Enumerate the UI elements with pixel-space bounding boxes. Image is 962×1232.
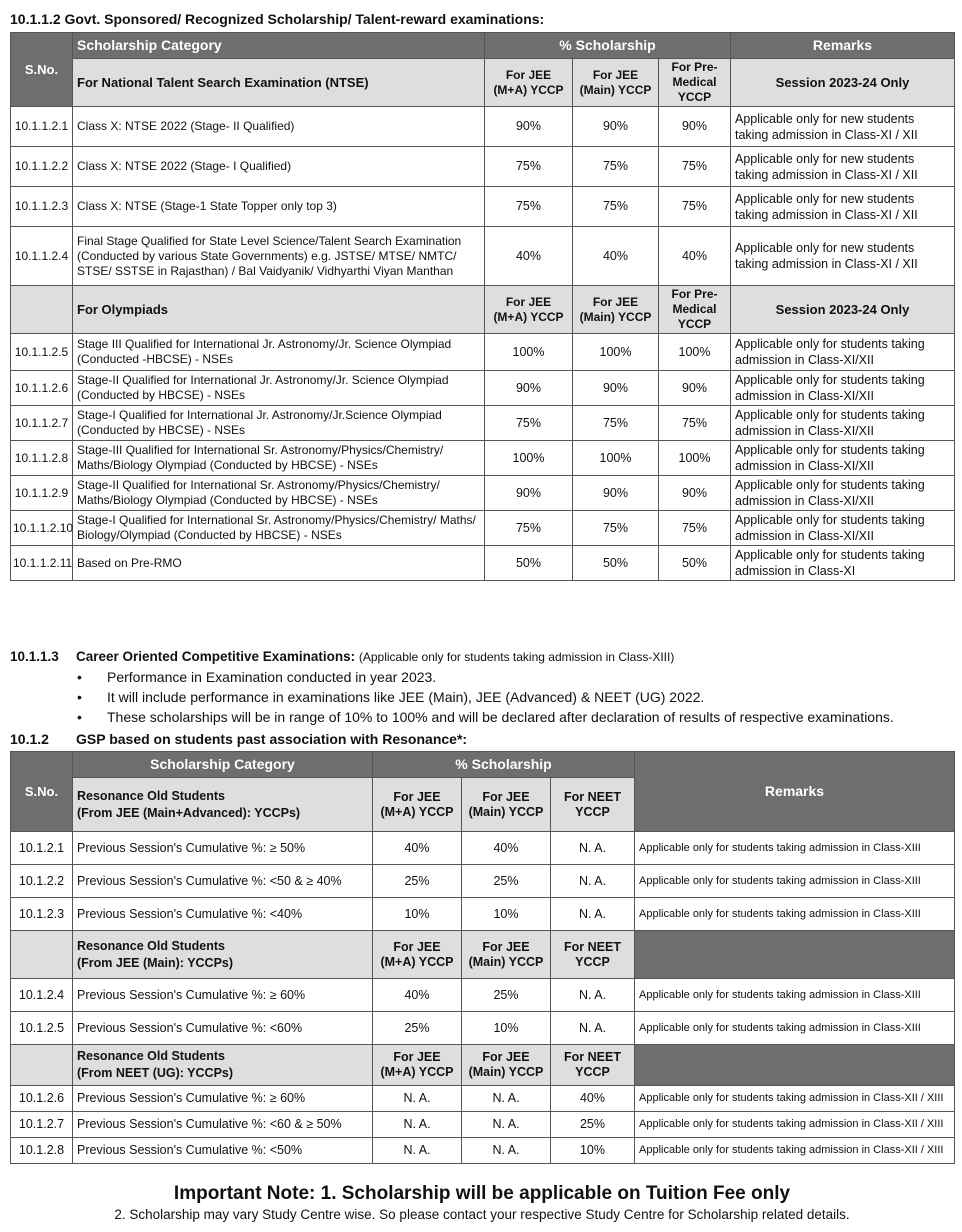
row-value-pre-medical: 40% <box>659 227 731 286</box>
col-jee-ma: For JEE (M+A) YCCP <box>373 931 462 979</box>
group-remark-empty <box>635 1045 955 1086</box>
table-row <box>11 187 955 227</box>
col-jee-main: For JEE (Main) YCCP <box>573 59 659 107</box>
row-value-jee-main: N. A. <box>462 1112 551 1138</box>
row-value-pre-medical: 90% <box>659 107 731 147</box>
row-category: Previous Session's Cumulative %: <60 & ≥ 50% <box>73 1112 373 1138</box>
row-value-jee-main: 75% <box>573 406 659 441</box>
session-label: Session 2023-24 Only <box>731 59 955 107</box>
row-remark: Applicable only for students taking admission in Class-XI/XII <box>731 334 955 371</box>
col-jee-main: For JEE (Main) YCCP <box>462 778 551 832</box>
important-note-2: 2. Scholarship may vary Study Centre wise. So please contact your respective Study Centre for Scholarship related details. <box>114 1207 850 1222</box>
session-label: Session 2023-24 Only <box>731 286 955 334</box>
row-value-pre-medical: 75% <box>659 406 731 441</box>
section-3-number: 10.1.2 <box>10 731 49 747</box>
header-sno: S.No. <box>11 33 73 107</box>
group-label: Resonance Old Students (From JEE (Main+Advanced): YCCPs) <box>73 778 373 832</box>
col-jee-main: For JEE (Main) YCCP <box>573 286 659 334</box>
section-1-title: 10.1.1.2 Govt. Sponsored/ Recognized Scholarship/ Talent-reward examinations: <box>10 11 545 27</box>
col-neet: For NEET YCCP <box>551 931 635 979</box>
row-value-jee-main: 75% <box>573 187 659 227</box>
row-value-jee-ma: 75% <box>485 511 573 546</box>
row-remark: Applicable only for new students taking admission in Class-XI / XII <box>731 187 955 227</box>
bullet-icon: • <box>77 669 82 685</box>
row-value-jee-main: 25% <box>462 979 551 1012</box>
row-sno: 10.1.2.8 <box>11 1138 73 1164</box>
row-value-jee-ma: N. A. <box>373 1112 462 1138</box>
table-row <box>11 979 955 1012</box>
row-value-jee-ma: 90% <box>485 107 573 147</box>
section-3-title: GSP based on students past association with Resonance*: <box>76 731 468 747</box>
table-row <box>11 406 955 441</box>
row-sno: 10.1.1.2.6 <box>11 371 73 406</box>
row-sno: 10.1.1.2.11 <box>11 546 73 581</box>
row-category: Stage-III Qualified for International Sr. Astronomy/Physics/Chemistry/ Maths/Biology Olympiad (Conducted by HBCSE) - NSEs <box>73 441 485 476</box>
row-remark: Applicable only for students taking admission in Class-XII / XIII <box>635 1112 955 1138</box>
row-value-jee-ma: 40% <box>485 227 573 286</box>
gsp-table <box>10 751 955 1164</box>
col-jee-main: For JEE (Main) YCCP <box>462 931 551 979</box>
row-sno: 10.1.1.2.3 <box>11 187 73 227</box>
table-row <box>11 147 955 187</box>
row-value-jee-main: 50% <box>573 546 659 581</box>
col-jee-ma: For JEE (M+A) YCCP <box>485 59 573 107</box>
row-sno: 10.1.2.5 <box>11 1012 73 1045</box>
row-value-jee-main: 40% <box>462 832 551 865</box>
important-note: Important Note: 1. Scholarship will be applicable on Tuition Fee only <box>173 1183 791 1204</box>
row-sno: 10.1.1.2.4 <box>11 227 73 286</box>
col-jee-main: For JEE (Main) YCCP <box>462 1045 551 1086</box>
row-value-pre-medical: 100% <box>659 334 731 371</box>
row-value-pre-medical: 75% <box>659 147 731 187</box>
table-row <box>11 1138 955 1164</box>
row-remark: Applicable only for new students taking admission in Class-XI / XII <box>731 107 955 147</box>
row-category: Class X: NTSE (Stage-1 State Topper only top 3) <box>73 187 485 227</box>
header-remarks: Remarks <box>635 752 955 832</box>
row-value-neet: 10% <box>551 1138 635 1164</box>
row-category: Class X: NTSE 2022 (Stage- II Qualified) <box>73 107 485 147</box>
section-2-title: Career Oriented Competitive Examinations: <box>76 649 356 664</box>
row-sno: 10.1.2.2 <box>11 865 73 898</box>
row-category: Stage-I Qualified for International Sr. Astronomy/Physics/Chemistry/ Maths/ Biology/Olympiad (Conducted by HBCSE) - NSEs <box>73 511 485 546</box>
table-row <box>11 107 955 147</box>
row-value-neet: N. A. <box>551 832 635 865</box>
row-value-jee-ma: 75% <box>485 406 573 441</box>
row-value-pre-medical: 50% <box>659 546 731 581</box>
row-value-jee-main: 90% <box>573 107 659 147</box>
row-sno: 10.1.1.2.5 <box>11 334 73 371</box>
list-item: • These scholarships will be in range of 10% to 100% and will be declared after declaration of results of respective examinations. <box>77 709 894 725</box>
group-label: Resonance Old Students (From NEET (UG): YCCPs) <box>73 1045 373 1086</box>
group-remark-empty <box>635 931 955 979</box>
section-2-note: (Applicable only for students taking admission in Class-XIII) <box>358 650 675 664</box>
bullet-icon: • <box>77 689 82 705</box>
col-jee-ma: For JEE (M+A) YCCP <box>373 778 462 832</box>
row-value-pre-medical: 90% <box>659 476 731 511</box>
row-value-jee-main: 10% <box>462 1012 551 1045</box>
row-sno: 10.1.2.3 <box>11 898 73 931</box>
table-row <box>11 865 955 898</box>
row-value-jee-ma: N. A. <box>373 1086 462 1112</box>
row-category: Class X: NTSE 2022 (Stage- I Qualified) <box>73 147 485 187</box>
header-category: Scholarship Category <box>73 33 485 59</box>
row-value-neet: N. A. <box>551 865 635 898</box>
table-row <box>11 898 955 931</box>
govt-scholarship-table <box>10 32 955 581</box>
table-row <box>11 227 955 286</box>
row-value-jee-ma: 40% <box>373 979 462 1012</box>
row-category: Final Stage Qualified for State Level Science/Talent Search Examination (Conducted by various State Governments) e.g. JSTSE/ MTSE/ NMTC/ STSE/ SSTSE in Rajasthan) / Bal Vaidyanik/ Vidhyarthi Viyan Manthan <box>73 227 485 286</box>
row-value-neet: N. A. <box>551 898 635 931</box>
row-value-jee-main: 75% <box>573 147 659 187</box>
row-category: Previous Session's Cumulative %: <50% <box>73 1138 373 1164</box>
row-sno: 10.1.2.4 <box>11 979 73 1012</box>
row-remark: Applicable only for students taking admission in Class-XIII <box>635 1012 955 1045</box>
row-remark: Applicable only for students taking admission in Class-XIII <box>635 979 955 1012</box>
row-value-jee-ma: 100% <box>485 334 573 371</box>
row-value-jee-ma: 100% <box>485 441 573 476</box>
row-value-jee-main: 40% <box>573 227 659 286</box>
row-value-jee-ma: 40% <box>373 832 462 865</box>
group-label-olympiads: For Olympiads <box>73 286 485 334</box>
row-category: Stage-I Qualified for International Jr. Astronomy/Jr.Science Olympiad (Conducted by HBCSE) - NSEs <box>73 406 485 441</box>
row-sno: 10.1.1.2.7 <box>11 406 73 441</box>
col-jee-ma: For JEE (M+A) YCCP <box>485 286 573 334</box>
group-label: Resonance Old Students (From JEE (Main): YCCPs) <box>73 931 373 979</box>
col-neet: For NEET YCCP <box>551 1045 635 1086</box>
row-remark: Applicable only for new students taking admission in Class-XI / XII <box>731 227 955 286</box>
row-value-neet: N. A. <box>551 979 635 1012</box>
row-remark: Applicable only for students taking admission in Class-XIII <box>635 865 955 898</box>
row-sno: 10.1.1.2.1 <box>11 107 73 147</box>
col-pre-medical: For Pre-Medical YCCP <box>659 59 731 107</box>
row-value-jee-main: 90% <box>573 476 659 511</box>
header-remarks: Remarks <box>731 33 955 59</box>
group-sno-empty <box>11 286 73 334</box>
table-row <box>11 546 955 581</box>
section-3-heading <box>10 727 954 751</box>
row-category: Previous Session's Cumulative %: ≥ 60% <box>73 979 373 1012</box>
row-value-neet: 25% <box>551 1112 635 1138</box>
row-remark: Applicable only for students taking admission in Class-XII / XIII <box>635 1138 955 1164</box>
row-value-jee-main: N. A. <box>462 1086 551 1112</box>
row-value-jee-ma: 25% <box>373 1012 462 1045</box>
group-label-ntse: For National Talent Search Examination (NTSE) <box>73 59 485 107</box>
row-category: Based on Pre-RMO <box>73 546 485 581</box>
row-sno: 10.1.1.2.2 <box>11 147 73 187</box>
header-category: Scholarship Category <box>73 752 373 778</box>
row-category: Previous Session's Cumulative %: <40% <box>73 898 373 931</box>
row-value-neet: 40% <box>551 1086 635 1112</box>
table-row <box>11 1112 955 1138</box>
row-category: Stage III Qualified for International Jr. Astronomy/Jr. Science Olympiad (Conducted -HBCSE) - NSEs <box>73 334 485 371</box>
row-remark: Applicable only for students taking admission in Class-XI/XII <box>731 476 955 511</box>
table-row <box>11 832 955 865</box>
row-category: Previous Session's Cumulative %: ≥ 60% <box>73 1086 373 1112</box>
table-row <box>11 371 955 406</box>
header-sno: S.No. <box>11 752 73 832</box>
row-remark: Applicable only for students taking admission in Class-XI/XII <box>731 511 955 546</box>
row-value-neet: N. A. <box>551 1012 635 1045</box>
header-percent: % Scholarship <box>485 33 731 59</box>
row-category: Stage-II Qualified for International Sr. Astronomy/Physics/Chemistry/ Maths/Biology Olympiad (Conducted by HBCSE) - NSEs <box>73 476 485 511</box>
section-2-bullets <box>10 667 954 727</box>
row-value-jee-ma: 90% <box>485 476 573 511</box>
row-sno: 10.1.1.2.10 <box>11 511 73 546</box>
row-value-jee-ma: 50% <box>485 546 573 581</box>
row-value-jee-main: N. A. <box>462 1138 551 1164</box>
row-category: Stage-II Qualified for International Jr. Astronomy/Jr. Science Olympiad (Conducted by HBCSE) - NSEs <box>73 371 485 406</box>
header-percent: % Scholarship <box>373 752 635 778</box>
row-value-pre-medical: 75% <box>659 511 731 546</box>
col-neet: For NEET YCCP <box>551 778 635 832</box>
row-remark: Applicable only for new students taking admission in Class-XI / XII <box>731 147 955 187</box>
row-value-jee-main: 25% <box>462 865 551 898</box>
row-value-jee-main: 100% <box>573 334 659 371</box>
row-sno: 10.1.1.2.8 <box>11 441 73 476</box>
row-value-pre-medical: 100% <box>659 441 731 476</box>
table-row <box>11 476 955 511</box>
row-remark: Applicable only for students taking admission in Class-XIII <box>635 898 955 931</box>
section-2-number: 10.1.1.3 <box>10 649 59 664</box>
list-item: • Performance in Examination conducted in year 2023. <box>77 669 437 685</box>
list-item: • It will include performance in examinations like JEE (Main), JEE (Advanced) & NEET (UG) 2022. <box>77 689 705 705</box>
row-value-jee-ma: 25% <box>373 865 462 898</box>
row-value-jee-ma: 10% <box>373 898 462 931</box>
row-value-jee-ma: N. A. <box>373 1138 462 1164</box>
row-value-pre-medical: 75% <box>659 187 731 227</box>
group-sno-empty <box>11 1045 73 1086</box>
row-remark: Applicable only for students taking admission in Class-XI/XII <box>731 441 955 476</box>
table-row <box>11 1086 955 1112</box>
row-value-jee-ma: 75% <box>485 147 573 187</box>
row-remark: Applicable only for students taking admission in Class-XI/XII <box>731 406 955 441</box>
col-jee-ma: For JEE (M+A) YCCP <box>373 1045 462 1086</box>
row-sno: 10.1.2.1 <box>11 832 73 865</box>
row-remark: Applicable only for students taking admission in Class-XIII <box>635 832 955 865</box>
row-value-jee-main: 10% <box>462 898 551 931</box>
row-value-jee-main: 75% <box>573 511 659 546</box>
table-row <box>11 511 955 546</box>
bullet-icon: • <box>77 709 82 725</box>
row-value-pre-medical: 90% <box>659 371 731 406</box>
table-row <box>11 1012 955 1045</box>
row-remark: Applicable only for students taking admission in Class-XI <box>731 546 955 581</box>
row-category: Previous Session's Cumulative %: ≥ 50% <box>73 832 373 865</box>
group-sno-empty <box>11 931 73 979</box>
table-row <box>11 334 955 371</box>
row-sno: 10.1.1.2.9 <box>11 476 73 511</box>
row-sno: 10.1.2.6 <box>11 1086 73 1112</box>
row-value-jee-main: 100% <box>573 441 659 476</box>
table-row <box>11 441 955 476</box>
row-value-jee-main: 90% <box>573 371 659 406</box>
row-value-jee-ma: 90% <box>485 371 573 406</box>
row-remark: Applicable only for students taking admission in Class-XI/XII <box>731 371 955 406</box>
row-sno: 10.1.2.7 <box>11 1112 73 1138</box>
col-pre-medical: For Pre-Medical YCCP <box>659 286 731 334</box>
section-2 <box>10 647 954 667</box>
row-value-jee-ma: 75% <box>485 187 573 227</box>
row-category: Previous Session's Cumulative %: <50 & ≥ 40% <box>73 865 373 898</box>
row-category: Previous Session's Cumulative %: <60% <box>73 1012 373 1045</box>
row-remark: Applicable only for students taking admission in Class-XII / XIII <box>635 1086 955 1112</box>
